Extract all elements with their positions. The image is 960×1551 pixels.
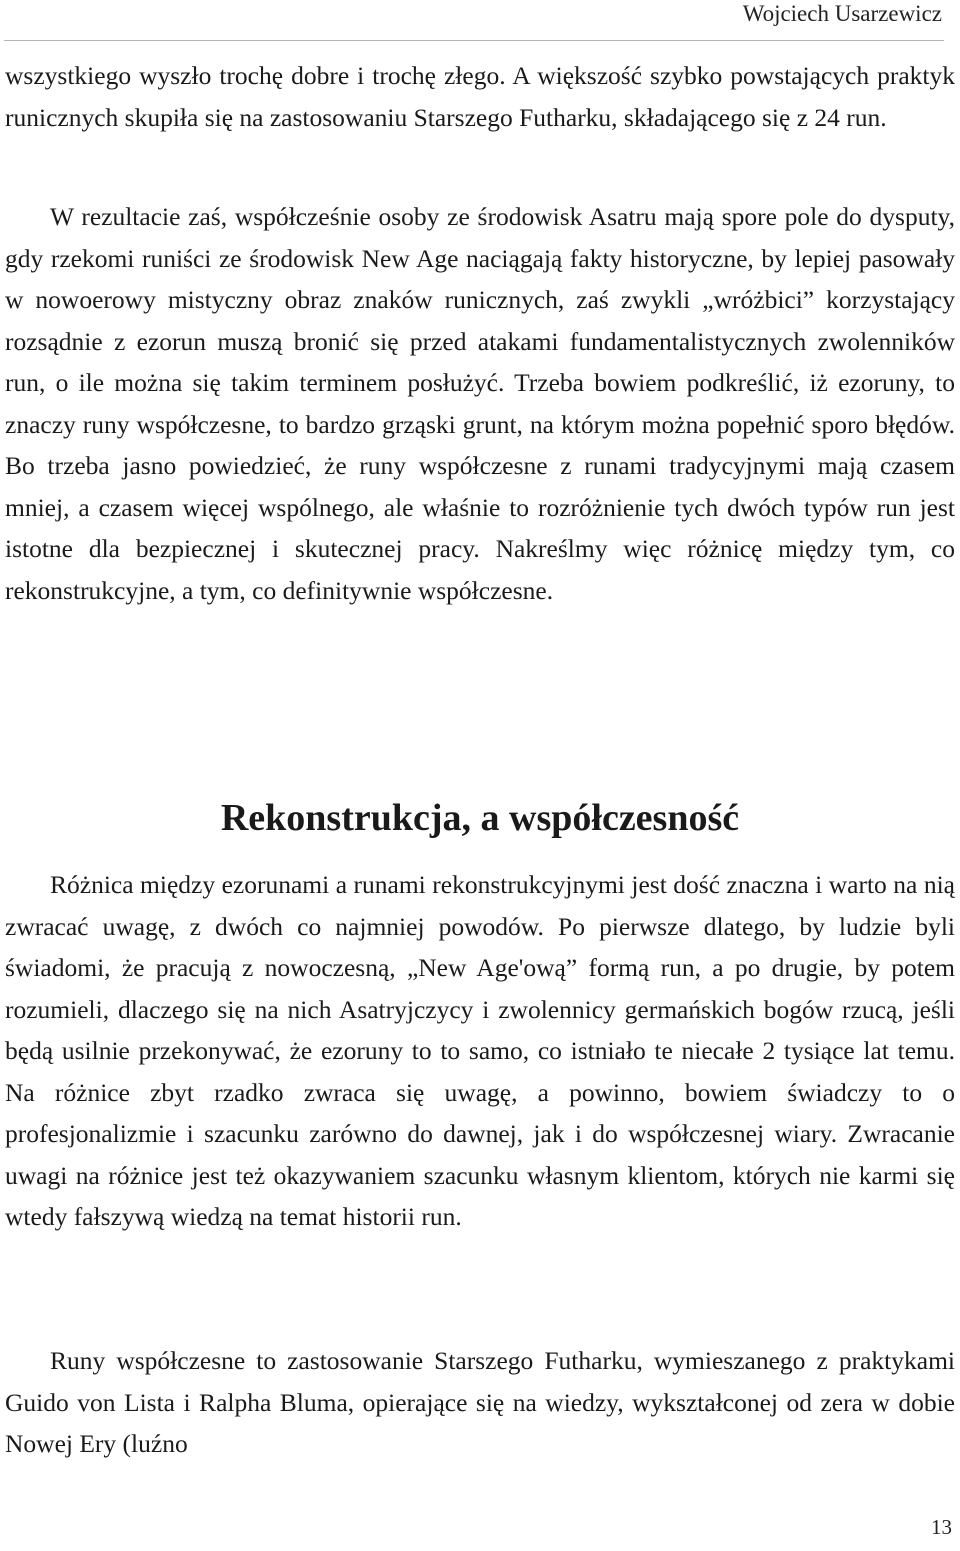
paragraph-continuation: wszystkiego wyszło trochę dobre i trochę złego. A większość szybko powstających praktyk runicznych skupiła się na zastosowaniu Starszego Futharku, składającego się z 24 run. [5, 61, 955, 132]
page-number: 13 [931, 1515, 952, 1539]
paragraph-differences: Różnica między ezorunami a runami rekonstrukcyjnymi jest dość znaczna i warto na nią zwracać uwagę, z dwóch co najmniej powodów. Po pierwsze dlatego, by ludzie byli świadomi, że pracują z nowoczesną, „New Age'ową” formą run, a po drugie, by potem rozumieli, dlaczego się na nich Asatryjczycy i zwolennicy germańskich bogów rzucą, jeśli będą usilnie przekonywać, że ezoruny to to samo, co istniało te niecałe 2 tysiące lat temu. Na różnice zbyt rzadko zwraca się uwagę, a powinno, bowiem świadczy to o profesjonalizmie i szacunku zarówno do dawnej, jak i do współczesnej wiary. Zwracanie uwagi na różnice jest też okazywaniem szacunku własnym klientom, których nie karmi się wtedy fałszywą wiedzą na temat historii run. [5, 870, 955, 1231]
paragraph-modern-runes: Runy współczesne to zastosowanie Starszego Futharku, wymieszanego z praktykami Guido von Lista i Ralpha Bluma, opierające się na wiedzy, wykształconej od zera w dobie Nowej Ery (luźno [5, 1346, 955, 1458]
header-divider [4, 40, 944, 41]
paragraph-asatru-newage: W rezultacie zaś, współcześnie osoby ze środowisk Asatru mają spore pole do dysputy, gdy rzekomi runiści ze środowisk New Age naciągają fakty historyczne, by lepiej pasowały w nowoerowy mistyczny obraz znaków runicznych, zaś zwykli „wróżbici” korzystający rozsądnie z ezorun muszą bronić się przed atakami fundamentalistycznych zwolenników run, o ile można się takim terminem posłużyć. Trzeba bowiem podkreślić, iż ezoruny, to znaczy runy współczesne, to bardzo grząski grunt, na którym można popełnić sporo błędów. Bo trzeba jasno powiedzieć, że runy współczesne z runami tradycyjnymi mają czasem mniej, a czasem więcej wspólnego, ale właśnie to rozróżnienie tych dwóch typów run jest istotne dla bezpiecznej i skutecznej pracy. Nakreślmy więc różnicę między tym, co rekonstrukcyjne, a tym, co definitywnie współczesne. [5, 202, 955, 605]
running-header-author: Wojciech Usarzewicz [742, 1, 942, 26]
section-heading: Rekonstrukcja, a współczesność [220, 797, 740, 839]
